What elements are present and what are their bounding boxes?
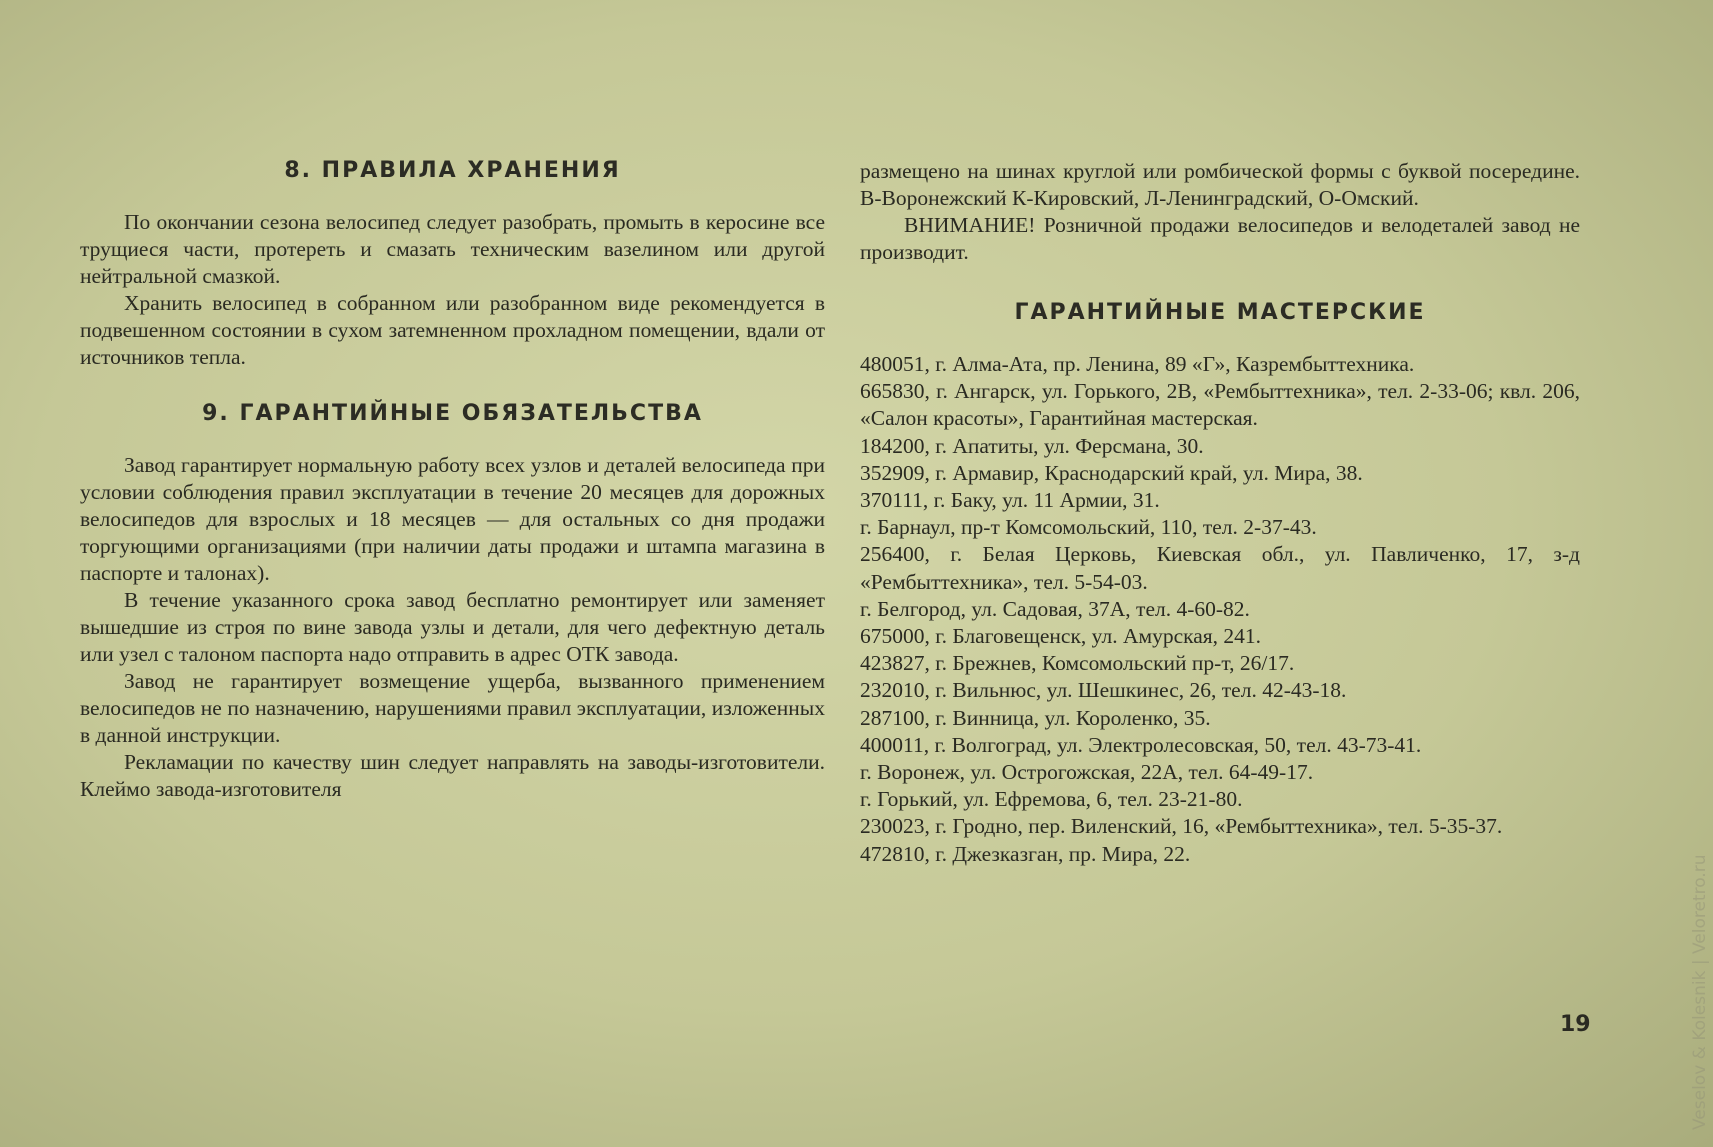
- address-item: 675000, г. Благовещенск, ул. Амурская, 241.: [860, 624, 1262, 649]
- section-9-title: 9. ГАРАНТИЙНЫЕ ОБЯЗАТЕЛЬСТВА: [202, 401, 703, 426]
- workshops-title: ГАРАНТИЙНЫЕ МАСТЕРСКИЕ: [1014, 300, 1426, 325]
- address-item: 400011, г. Волгоград, ул. Электролесовская, 50, тел. 43-73-41.: [860, 732, 1422, 757]
- address-item: 287100, г. Винница, ул. Короленко, 35.: [860, 705, 1211, 730]
- address-item: 423827, г. Брежнев, Комсомольский пр-т, 26/17.: [860, 651, 1295, 676]
- watermark: Veselov & Kolesnik | Veloretro.ru: [1690, 854, 1710, 1130]
- page-number: 19: [1560, 1012, 1591, 1037]
- address-item: 472810, г. Джезказган, пр. Мира, 22.: [860, 841, 1191, 866]
- attention-note: ВНИМАНИЕ! Розничной продажи велосипедов и велодеталей завод не производит.: [860, 213, 1580, 264]
- address-item: г. Горький, ул. Ефремова, 6, тел. 23-21-80.: [860, 787, 1243, 812]
- address-item: 230023, г. Гродно, пер. Виленский, 16, «Рембыттехника», тел. 5-35-37.: [860, 814, 1503, 839]
- address-item: 352909, г. Армавир, Краснодарский край, ул. Мира, 38.: [860, 460, 1363, 485]
- storage-paragraph-2: Хранить велосипед в собранном или разобранном виде рекомендуется в подвешенном состоянии в сухом затемненном прохладном помещении, вдали от источников тепла.: [80, 291, 825, 369]
- address-item: 184200, г. Апатиты, ул. Ферсмана, 30.: [860, 433, 1204, 458]
- warranty-paragraph-3: Завод не гарантирует возмещение ущерба, вызванного применением велосипедов не по назначению, нарушениями правил эксплуатации, изложенных в данной инструкции.: [80, 669, 825, 747]
- address-item: 480051, г. Алма-Ата, пр. Ленина, 89 «Г», Казрембыттехника.: [860, 352, 1415, 376]
- address-item: г. Барнаул, пр-т Комсомольский, 110, тел. 2-37-43.: [860, 515, 1317, 540]
- warranty-paragraph-1: Завод гарантирует нормальную работу всех узлов и деталей велосипеда при условии соблюдения правил эксплуатации в течение 20 месяцев для дорожных велосипедов для взрослых и 18 месяцев — для остальных со дня продажи торгующими организациями (при наличии даты продажи и штампа магазина в паспорте и талонах).: [80, 453, 825, 585]
- warranty-paragraph-2: В течение указанного срока завод бесплатно ремонтирует или заменяет вышедшие из строя по вине завода узлы и детали, для чего дефектную деталь или узел с талоном паспорта надо отправить в адрес ОТК завода.: [80, 588, 825, 666]
- section-warranty: [80, 401, 825, 803]
- address-item: 665830, г. Ангарск, ул. Горького, 2В, «Рембыттехника», тел. 2-33-06; квл. 206, «Салон красоты», Гарантийная мастерская.: [860, 379, 1580, 431]
- storage-paragraph-1: По окончании сезона велосипед следует разобрать, промыть в керосине все трущиеся части, протереть и смазать техническим вазелином или другой нейтральной смазкой.: [80, 210, 825, 288]
- tire-marking-continuation: размещено на шинах круглой или ромбической формы с буквой посередине. В-Воронежский К-Кировский, Л-Ленинградский, О-Омский.: [860, 159, 1580, 210]
- workshop-address-list: [860, 351, 1580, 868]
- section-storage-rules: [80, 158, 825, 371]
- right-column: [860, 158, 1580, 868]
- address-item: 256400, г. Белая Церковь, Киевская обл., ул. Павличенко, 17, з-д «Рембыттехника», тел. 5-54-03.: [860, 542, 1580, 594]
- section-8-title: 8. ПРАВИЛА ХРАНЕНИЯ: [284, 158, 621, 183]
- warranty-paragraph-4: Рекламации по качеству шин следует направлять на заводы-изготовители. Клеймо завода-изготовителя: [80, 750, 825, 801]
- left-column: [80, 158, 825, 833]
- address-item: г. Белгород, ул. Садовая, 37А, тел. 4-60-82.: [860, 596, 1250, 621]
- address-item: 232010, г. Вильнюс, ул. Шешкинес, 26, тел. 42-43-18.: [860, 678, 1347, 703]
- address-item: 370111, г. Баку, ул. 11 Армии, 31.: [860, 488, 1160, 513]
- address-item: г. Воронеж, ул. Острогожская, 22А, тел. 64-49-17.: [860, 760, 1314, 785]
